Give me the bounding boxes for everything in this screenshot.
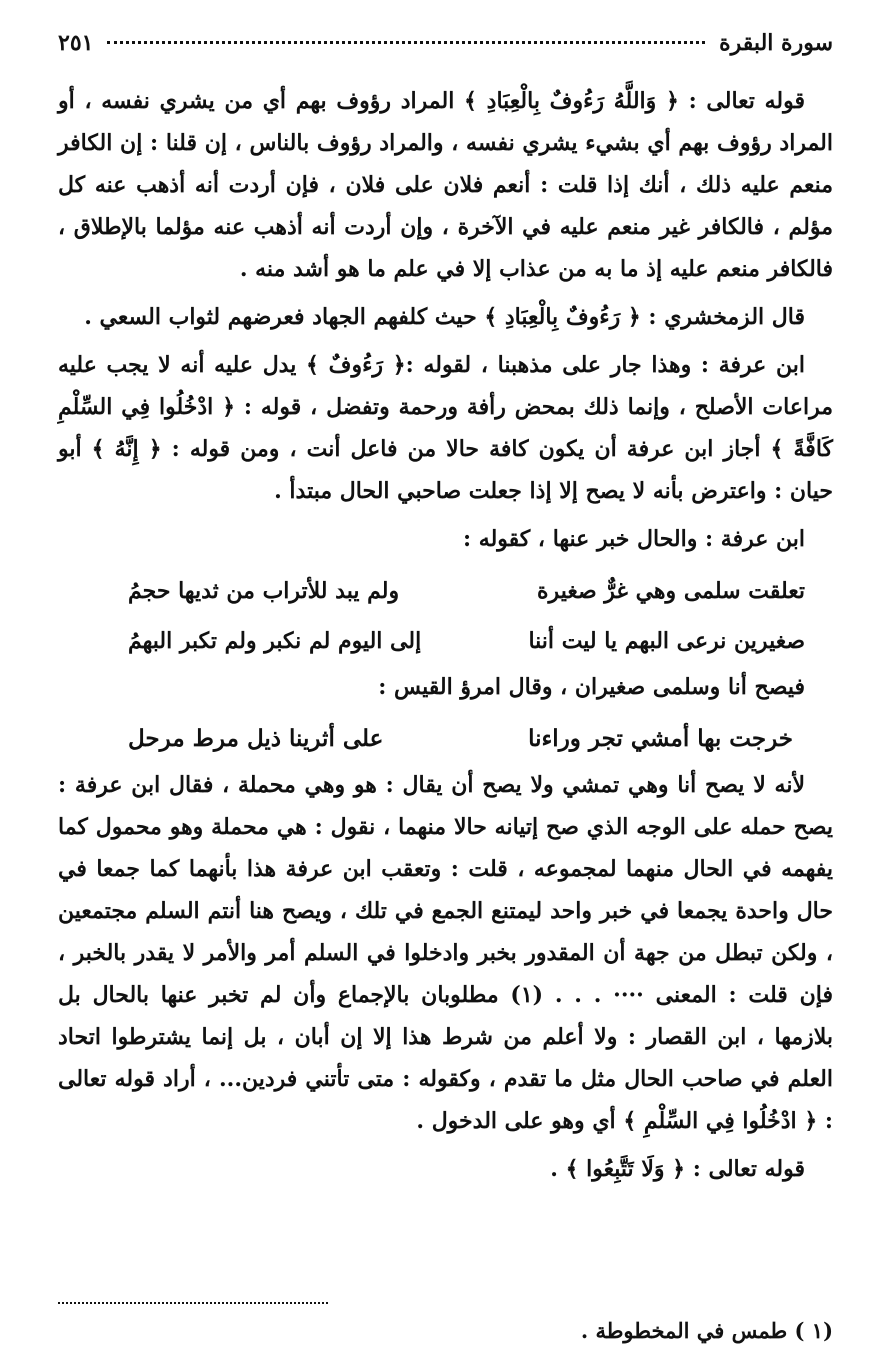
footnote-divider (58, 1302, 328, 1304)
page-number: ٢٥١ (58, 30, 94, 56)
poem-block (58, 714, 833, 764)
verse-second-hemistich: إلى اليوم لم نكبر ولم تكبر البهمُ (128, 628, 422, 654)
header-divider (107, 41, 705, 44)
footnote: (١ ) طمس في المخطوطة . (580, 1318, 833, 1343)
paragraph: لأنه لا يصح أنا وهي تمشي ولا يصح أن يقال : هو وهي محملة ، فقال ابن عرفة : يصح حمله على الوجه الذي صح إتيانه حالا منهما ، نقول : هي محملة وهو محمول كما يفهمه في الحال منهما لمجموعه ، قلت : وتعقب ابن عرفة هذا بأنهما كما جمعا في حال واحدة يجمعا في خبر واحد ليمتنع الجمع في تلك ، ويصح هنا أنتم السلم مجتمعين ، ولكن تبطل من جهة أن المقدور بخبر وادخلوا في السلم أمر والأمر لا يقدر بالخبر ، فإن قلت : المعنى ···· . . . (١) مطلوبان بالإجماع وأن لم تخبر عنها بالحال بل بلازمها ، ابن القصار : ولا أعلم من شرط هذا إلا إن أبان ، بل إنما يشترطوا اتحاد العلم في صاحب الحال مثل ما تقدم ، وكقوله : متى تأتني فردين... ، أراد قوله تعالى : ﴿ ادْخُلُوا فِي السِّلْمِ ﴾ أي وهو على الدخول . (58, 772, 833, 1134)
verse-second-hemistich: على أثرينا ذيل مرط مرحل (128, 725, 384, 752)
page-header (58, 30, 833, 74)
verse-first-hemistich: خرجت بها أمشي تجر وراءنا (528, 725, 793, 752)
document-page (58, 30, 833, 1196)
paragraph: قال الزمخشري : ﴿ رَءُوفٌ بِالْعِبَادِ ﴾ حيث كلفهم الجهاد فعرضهم لثواب السعي . (84, 304, 805, 330)
surah-title: سورة البقرة (719, 30, 833, 56)
paragraph: ابن عرفة : والحال خبر عنها ، كقوله : (463, 526, 805, 552)
verse-first-hemistich: صغيرين نرعى البهم يا ليت أننا (528, 628, 805, 654)
poem-verse (58, 714, 833, 764)
poem-verse (58, 616, 833, 666)
verse-second-hemistich: ولم يبد للأتراب من ثديها حجمُ (128, 578, 400, 604)
poem-block (58, 566, 833, 666)
page-body (58, 80, 833, 1190)
poem-verse (58, 566, 833, 616)
paragraph: ابن عرفة : وهذا جار على مذهبنا ، لقوله :﴿ رَءُوفٌ ﴾ يدل عليه أنه لا يجب عليه مراعات الأصلح ، وإنما ذلك بمحض رأفة ورحمة وتفضل ، قوله : ﴿ ادْخُلُوا فِي السِّلْمِ كَافَّةً ﴾ أجاز ابن عرفة أن يكون كافة حالا من فاعل أنت ، ومن قوله : ﴿ إِنَّهُ ﴾ أبو حيان : واعترض بأنه لا يصح إلا إذا جعلت صاحبي الحال مبتدأ . (58, 352, 833, 504)
paragraph: قوله تعالى : ﴿ وَاللَّهُ رَءُوفٌ بِالْعِبَادِ ﴾ المراد رؤوف بهم أي من يشري نفسه ، أو المراد رؤوف بهم أي بشيء يشري نفسه ، والمراد رؤوف بالناس ، إن قلنا : إن الكافر منعم عليه ذلك ، أنك إذا قلت : أنعم فلان على فلان ، فإن أردت أنه أذهب عنه كل مؤلم ، فالكافر غير منعم عليه في الآخرة ، وإن أردت أنه أذهب عنه مؤلما بالإطلاق ، فالكافر منعم عليه إذ ما به من عذاب إلا في علم ما هو أشد منه . (58, 88, 833, 282)
paragraph: فيصح أنا وسلمى صغيران ، وقال امرؤ القيس : (378, 674, 805, 700)
paragraph: قوله تعالى : ﴿ وَلَا تَتَّبِعُوا ﴾ . (550, 1156, 805, 1182)
verse-first-hemistich: تعلقت سلمى وهي غرٌّ صغيرة (537, 578, 805, 604)
